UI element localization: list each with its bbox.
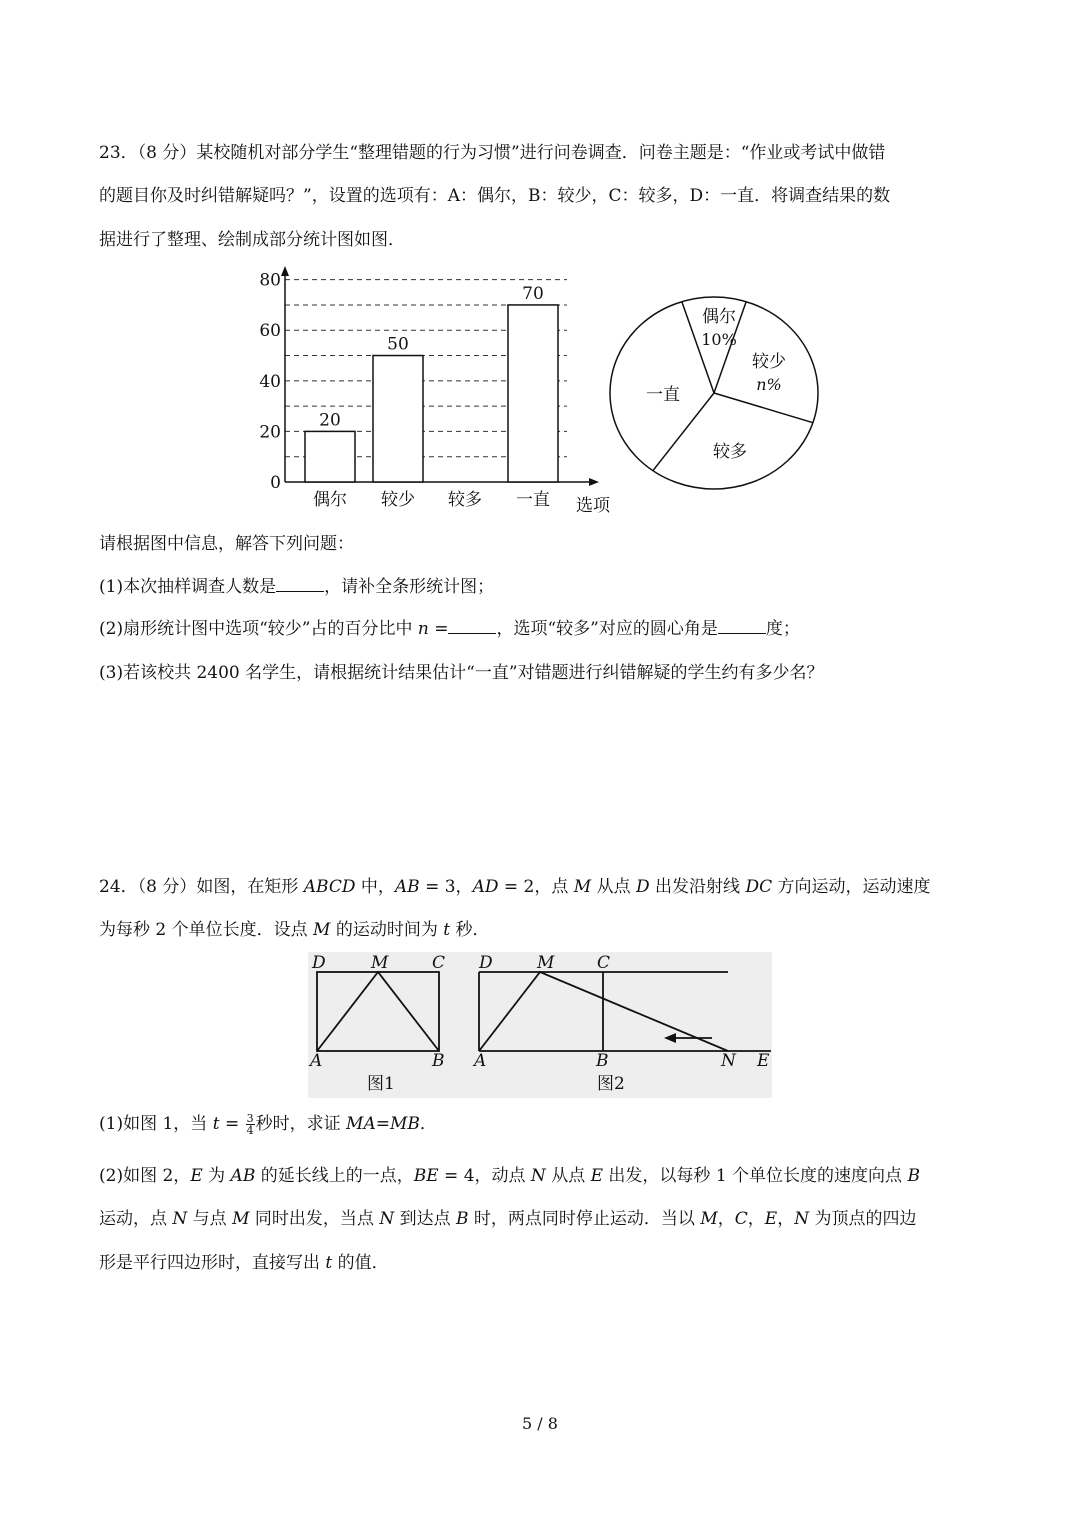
fraction-numerator: 3 — [246, 1112, 254, 1125]
point-label: A — [474, 1051, 487, 1071]
text-run: 形是平行四边形时，直接写出 — [99, 1253, 326, 1273]
math-symbol: E — [764, 1209, 778, 1229]
equals-sign: = — [219, 1114, 245, 1134]
point-label: B — [596, 1051, 609, 1071]
text-run: ， — [747, 1209, 765, 1229]
point-label: N — [721, 1051, 736, 1071]
y-axis-arrow — [281, 266, 289, 276]
q23-part-1-text-b: ，请补全条形统计图； — [324, 577, 495, 597]
pie-slice-label: 偶尔 — [702, 307, 736, 327]
text-run: ， — [717, 1209, 735, 1229]
segment-mb: MB — [389, 1114, 420, 1134]
segments-ma-mb — [317, 972, 439, 1051]
text-run: 时，两点同时停止运动．当以 — [468, 1209, 701, 1229]
y-tick-label: 0 — [270, 473, 281, 493]
math-symbol: C — [734, 1209, 748, 1229]
bar — [373, 356, 423, 482]
period: ． — [419, 1114, 437, 1134]
text-run: 方向运动，运动速度 — [772, 877, 931, 897]
math-symbol: N — [794, 1209, 810, 1229]
q23-prompt: 请根据图中信息，解答下列问题： — [99, 534, 354, 554]
bar — [305, 431, 355, 482]
q23-part-1-text-a: (1)本次抽样调查人数是 — [99, 577, 277, 597]
pie-slice-value: 10% — [701, 330, 737, 349]
math-symbol: D — [636, 877, 650, 897]
x-tick-label: 较少 — [381, 490, 415, 510]
math-symbol: t — [443, 920, 451, 940]
fraction-three-quarters — [246, 1113, 255, 1136]
text-run: 的延长线上的一点， — [255, 1166, 414, 1186]
text-run: 与点 — [187, 1209, 233, 1229]
point-label: M — [537, 953, 555, 973]
math-symbol: M — [232, 1209, 250, 1229]
math-symbol: AB — [394, 877, 420, 897]
bar-chart — [255, 262, 620, 520]
x-axis-arrow — [589, 478, 599, 486]
figure-1-caption: 图1 — [367, 1074, 395, 1094]
point-label: A — [310, 1051, 323, 1071]
q24-part-1-text: (1)如图 1，当 — [99, 1114, 213, 1134]
math-symbol: t — [325, 1253, 333, 1273]
q24-part-1-text-b: 秒时，求证 — [255, 1114, 347, 1134]
variable-n: n — [417, 619, 429, 639]
pie-slice-value: n% — [756, 375, 782, 394]
math-symbol: E — [590, 1166, 604, 1186]
text-run: 到达点 — [394, 1209, 457, 1229]
rectangle-abcd — [317, 972, 439, 1051]
text-run: 中， — [355, 877, 395, 897]
q23-part-1 — [99, 575, 494, 599]
math-symbol: N — [530, 1166, 546, 1186]
text-run: 从点 — [591, 877, 636, 897]
text-run: 出发，以每秒 1 个单位长度的速度向点 — [603, 1166, 908, 1186]
text-run: 24．（8 分）如图，在矩形 — [99, 877, 304, 897]
q23-part-2 — [99, 617, 800, 641]
text-run: 的值． — [332, 1253, 389, 1273]
math-symbol: B — [456, 1209, 469, 1229]
y-tick-label: 60 — [259, 321, 281, 342]
q24-part-2-line-1 — [99, 1164, 920, 1188]
point-label: C — [432, 953, 446, 973]
text-run: (2)如图 2， — [99, 1166, 191, 1186]
geometry-figure — [308, 952, 772, 1098]
point-label: C — [597, 953, 611, 973]
text-run: 秒． — [450, 920, 490, 940]
text-run: 的运动时间为 — [330, 920, 444, 940]
point-label: M — [371, 953, 389, 973]
data-label: 50 — [387, 334, 409, 355]
arrow-left-icon — [664, 1033, 676, 1043]
x-tick-label: 偶尔 — [313, 490, 347, 510]
q24-part-2-line-2 — [99, 1207, 916, 1231]
x-axis-title: 选项 — [576, 496, 610, 516]
math-symbol: M — [573, 877, 592, 897]
math-symbol: BE — [413, 1166, 439, 1186]
math-symbol: AB — [230, 1166, 256, 1186]
q23-part-3: (3)若该校共 2400 名学生，请根据统计结果估计“一直”对错题进行纠错解疑的学生约有多少名？ — [99, 663, 824, 683]
text-run: 运动，点 — [99, 1209, 173, 1229]
text-run: 为顶点的四边 — [809, 1209, 917, 1229]
data-label: 70 — [522, 283, 544, 304]
text-run: = 3， — [419, 877, 473, 897]
text-run: = 4，动点 — [438, 1166, 531, 1186]
q23-part-2-text-b: ，选项“较多”对应的圆心角是 — [496, 619, 718, 639]
pie-slice-label: 较少 — [752, 352, 786, 372]
q24-line-1 — [99, 875, 931, 899]
text-run: 为每秒 2 个单位长度．设点 — [99, 920, 314, 940]
text-run: 为 — [202, 1166, 231, 1186]
q23-part-2-text-a: (2)扇形统计图中选项“较少”占的百分比中 — [99, 619, 413, 639]
answer-blank — [448, 617, 496, 634]
y-tick-label: 80 — [259, 270, 281, 291]
math-symbol: M — [313, 920, 331, 940]
math-symbol: B — [907, 1166, 920, 1186]
figure-2-caption: 图2 — [597, 1074, 625, 1094]
q23-part-2-text-c: 度； — [765, 619, 800, 639]
math-symbol: DC — [745, 877, 773, 897]
math-symbol: ABCD — [303, 877, 356, 897]
point-label: D — [312, 953, 326, 973]
page-number: 5 / 8 — [522, 1414, 558, 1433]
math-symbol: AD — [472, 877, 499, 897]
point-label: E — [757, 1051, 770, 1071]
q23-line-2: 的题目你及时纠错解疑吗？”，设置的选项有：A：偶尔，B：较少，C：较多，D：一直．将调查结果的数 — [99, 186, 891, 206]
q24-part-2-line-3 — [99, 1251, 389, 1275]
answer-blank — [718, 617, 766, 634]
text-run: = 2，点 — [498, 877, 574, 897]
q23-line-3: 据进行了整理、绘制成部分统计图如图． — [99, 230, 405, 250]
math-symbol: E — [190, 1166, 203, 1186]
fraction-denominator: 4 — [246, 1124, 254, 1137]
segment-ma: MA — [346, 1114, 376, 1134]
math-symbol: N — [172, 1209, 188, 1229]
pie-slice-label: 较多 — [713, 442, 747, 462]
point-label: D — [479, 953, 493, 973]
bar — [508, 305, 558, 482]
equals-sign: = — [428, 619, 449, 639]
variable-t: t — [212, 1114, 220, 1134]
x-tick-label: 较多 — [448, 490, 482, 510]
point-label: B — [432, 1051, 445, 1071]
equals-sign: = — [375, 1114, 390, 1134]
q24-part-1 — [99, 1112, 437, 1136]
math-symbol: N — [379, 1209, 395, 1229]
q23-line-1: 23．（8 分）某校随机对部分学生“整理错题的行为习惯”进行问卷调查．问卷主题是：“作业或考试中做错 — [99, 143, 886, 163]
data-label: 20 — [319, 410, 341, 431]
math-symbol: M — [700, 1209, 718, 1229]
x-tick-label: 一直 — [516, 490, 550, 510]
text-run: 从点 — [545, 1166, 591, 1186]
text-run: 出发沿射线 — [649, 877, 746, 897]
text-run: 同时出发，当点 — [249, 1209, 380, 1229]
y-tick-label: 20 — [259, 422, 281, 443]
pie-slice-label: 一直 — [646, 385, 680, 405]
text-run: ， — [777, 1209, 795, 1229]
y-tick-label: 40 — [259, 371, 281, 392]
pie-chart — [605, 292, 825, 492]
answer-blank — [276, 575, 324, 592]
q24-line-2 — [99, 918, 490, 942]
